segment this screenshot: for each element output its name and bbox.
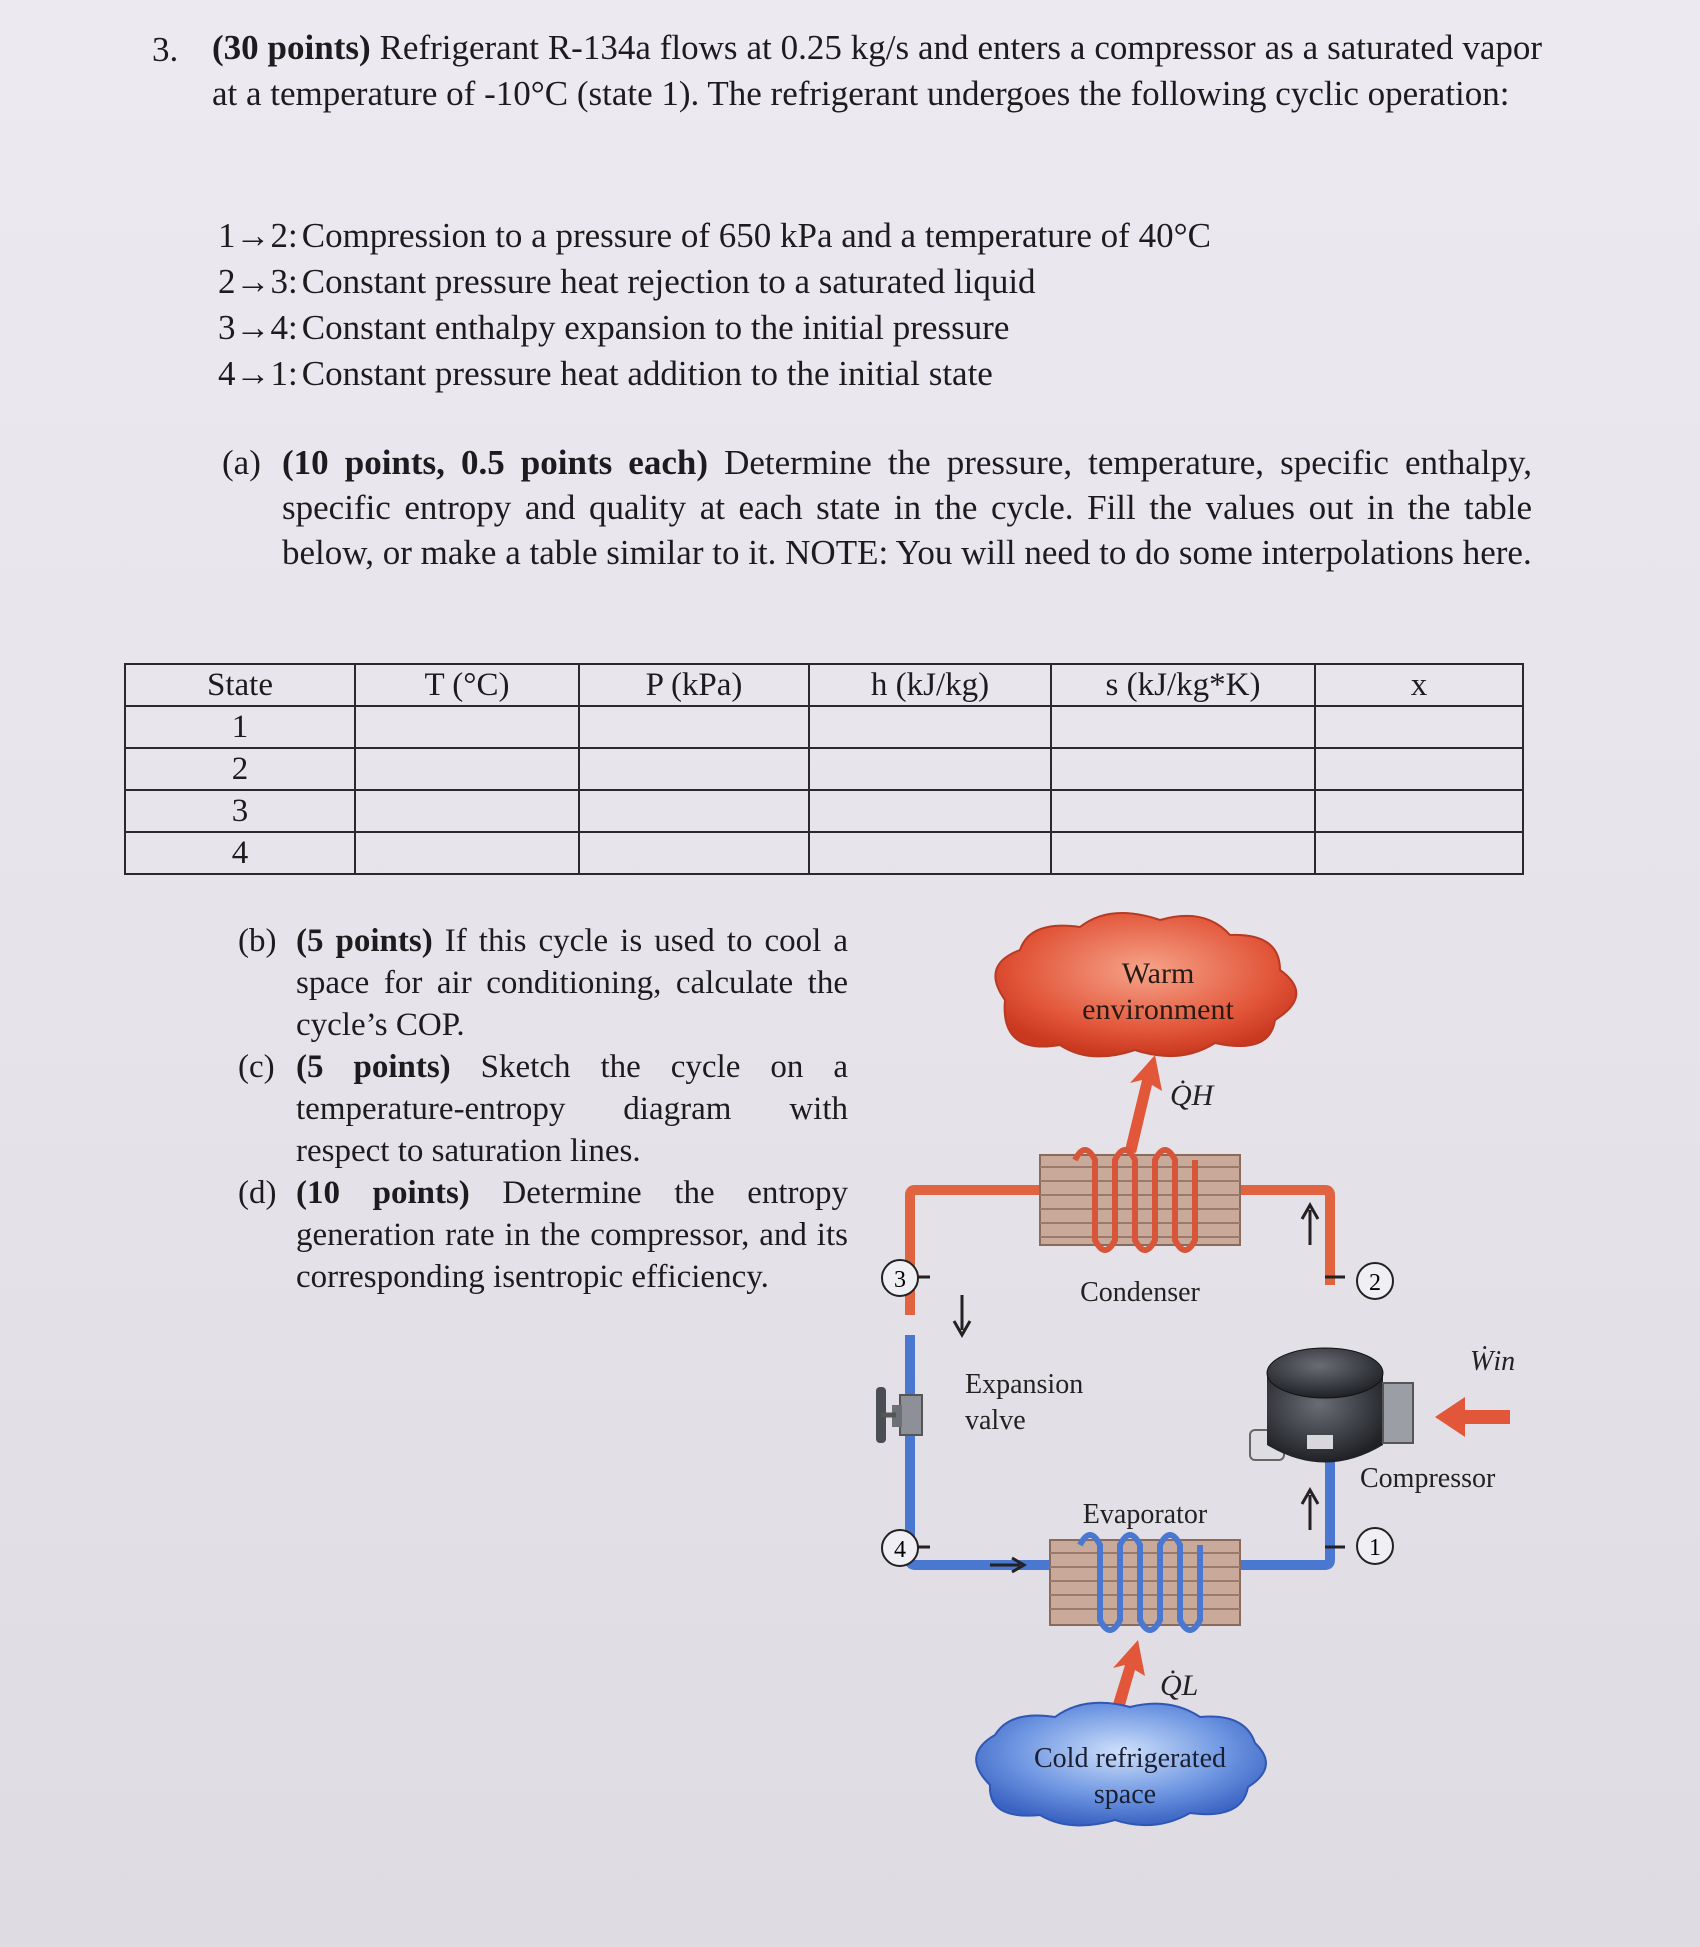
part-b-points: (5 points) [296,923,433,959]
state-cell: 4 [125,832,355,874]
p-cell[interactable] [579,832,809,874]
header-enthalpy: h (kJ/kg) [809,664,1051,706]
table-row [125,832,1523,874]
state-marker-2 [1325,1263,1393,1299]
evaporator-label: Evaporator [1082,1499,1208,1530]
table-header-row [125,664,1523,706]
header-entropy: s (kJ/kg*K) [1051,664,1315,706]
s-cell[interactable] [1051,832,1315,874]
x-cell[interactable] [1315,706,1523,748]
step-label: 2→3: [218,262,298,301]
s-cell[interactable] [1051,790,1315,832]
p-cell[interactable] [579,748,809,790]
condenser-coil [1040,1150,1240,1308]
qh-label: Q̇H [1170,1079,1214,1112]
state-cell: 3 [125,790,355,832]
part-b-label: (b) [238,923,277,959]
flow-arrow-down-icon [954,1295,970,1335]
compressor-label: Compressor [1360,1463,1496,1494]
state-marker-1 [1325,1528,1393,1564]
step-2-3 [218,259,1211,305]
step-label: 4→1: [218,354,298,393]
t-cell[interactable] [355,706,579,748]
part-a [222,440,1532,575]
ql-label: Q̇L [1160,1669,1199,1702]
state-cell: 2 [125,748,355,790]
cold-refrigerated-label: Cold refrigerated [1033,1743,1227,1774]
part-c-points: (5 points) [296,1049,451,1085]
warm-environment-cloud [995,913,1296,1056]
t-cell[interactable] [355,832,579,874]
space-label: space [1093,1779,1157,1810]
p-cell[interactable] [579,706,809,748]
state-cell: 1 [125,706,355,748]
part-c-label: (c) [238,1049,275,1085]
table-row [125,706,1523,748]
part-b [238,920,848,1046]
process-steps [218,213,1211,397]
refrigeration-cycle-diagram [870,905,1530,1865]
state-4-label: 4 [894,1537,906,1563]
flow-arrow-up-icon [1302,1205,1318,1245]
table-row [125,748,1523,790]
part-d-text: Determine the entropy generation rate in the compressor, and its corresponding isentropic efficiency. [296,1175,849,1295]
table-row [125,790,1523,832]
x-cell[interactable] [1315,790,1523,832]
win-arrow [1435,1397,1510,1437]
state-2-label: 2 [1369,1270,1381,1296]
h-cell[interactable] [809,832,1051,874]
cold-space-cloud [976,1703,1266,1826]
header-state: State [125,664,355,706]
step-text: Constant pressure heat addition to the initial state [301,354,993,393]
t-cell[interactable] [355,748,579,790]
part-d-points: (10 points) [296,1175,470,1211]
part-a-text: Determine the pressure, temperature, specific enthalpy, specific entropy and quality at each state in the cycle. Fill the values out in the table below, or make a table similar to it. NOTE: You will need to do some interpolations here. [282,443,1532,572]
part-a-label: (a) [222,443,261,482]
state-marker-3 [882,1260,930,1296]
p-cell[interactable] [579,790,809,832]
environment-label-text: environment [1082,993,1234,1026]
flow-arrow-up-icon [1302,1490,1318,1530]
warm-label: Warm [1121,957,1195,990]
x-cell[interactable] [1315,748,1523,790]
expansion-valve-icon [876,1387,922,1443]
part-c-text: Sketch the cycle on a temperature-entropy diagram with respect to saturation lines. [296,1049,849,1169]
part-d [238,1172,848,1298]
question-intro [212,25,1542,117]
s-cell[interactable] [1051,706,1315,748]
question-text: Refrigerant R-134a flows at 0.25 kg/s and enters a compressor as a saturated vapor at a temperature of -10°C (state 1). The refrigerant undergoes the following cyclic operation: [212,28,1543,113]
part-a-points: (10 points, 0.5 points each) [282,443,709,482]
question-points: (30 points) [212,28,371,67]
s-cell[interactable] [1051,748,1315,790]
part-b-text: If this cycle is used to cool a space for air conditioning, calculate the cycle’s COP. [296,923,848,1043]
question-number: 3. [152,30,179,69]
step-4-1 [218,351,1211,397]
step-text: Compression to a pressure of 650 kPa and a temperature of 40°C [301,216,1211,255]
compressor-icon [1250,1348,1413,1463]
h-cell[interactable] [809,706,1051,748]
state-3-label: 3 [894,1267,906,1293]
part-d-label: (d) [238,1175,277,1211]
parts-b-d [238,920,848,1298]
valve-label: valve [965,1405,1026,1436]
x-cell[interactable] [1315,832,1523,874]
step-label: 1→2: [218,216,298,255]
state-table [124,663,1524,875]
expansion-label: Expansion [965,1369,1084,1400]
step-1-2 [218,213,1211,259]
state-1-label: 1 [1369,1535,1381,1561]
step-3-4 [218,305,1211,351]
header-temperature: T (°C) [355,664,579,706]
h-cell[interactable] [809,748,1051,790]
header-pressure: P (kPa) [579,664,809,706]
condenser-label: Condenser [1080,1277,1200,1308]
part-c [238,1046,848,1172]
step-text: Constant enthalpy expansion to the initial pressure [301,308,1010,347]
t-cell[interactable] [355,790,579,832]
step-text: Constant pressure heat rejection to a saturated liquid [301,262,1036,301]
h-cell[interactable] [809,790,1051,832]
qh-arrow [1125,1055,1162,1153]
header-quality: x [1315,664,1523,706]
evaporator-coil [1050,1499,1240,1630]
win-label: Ẇin [1470,1346,1516,1377]
step-label: 3→4: [218,308,298,347]
